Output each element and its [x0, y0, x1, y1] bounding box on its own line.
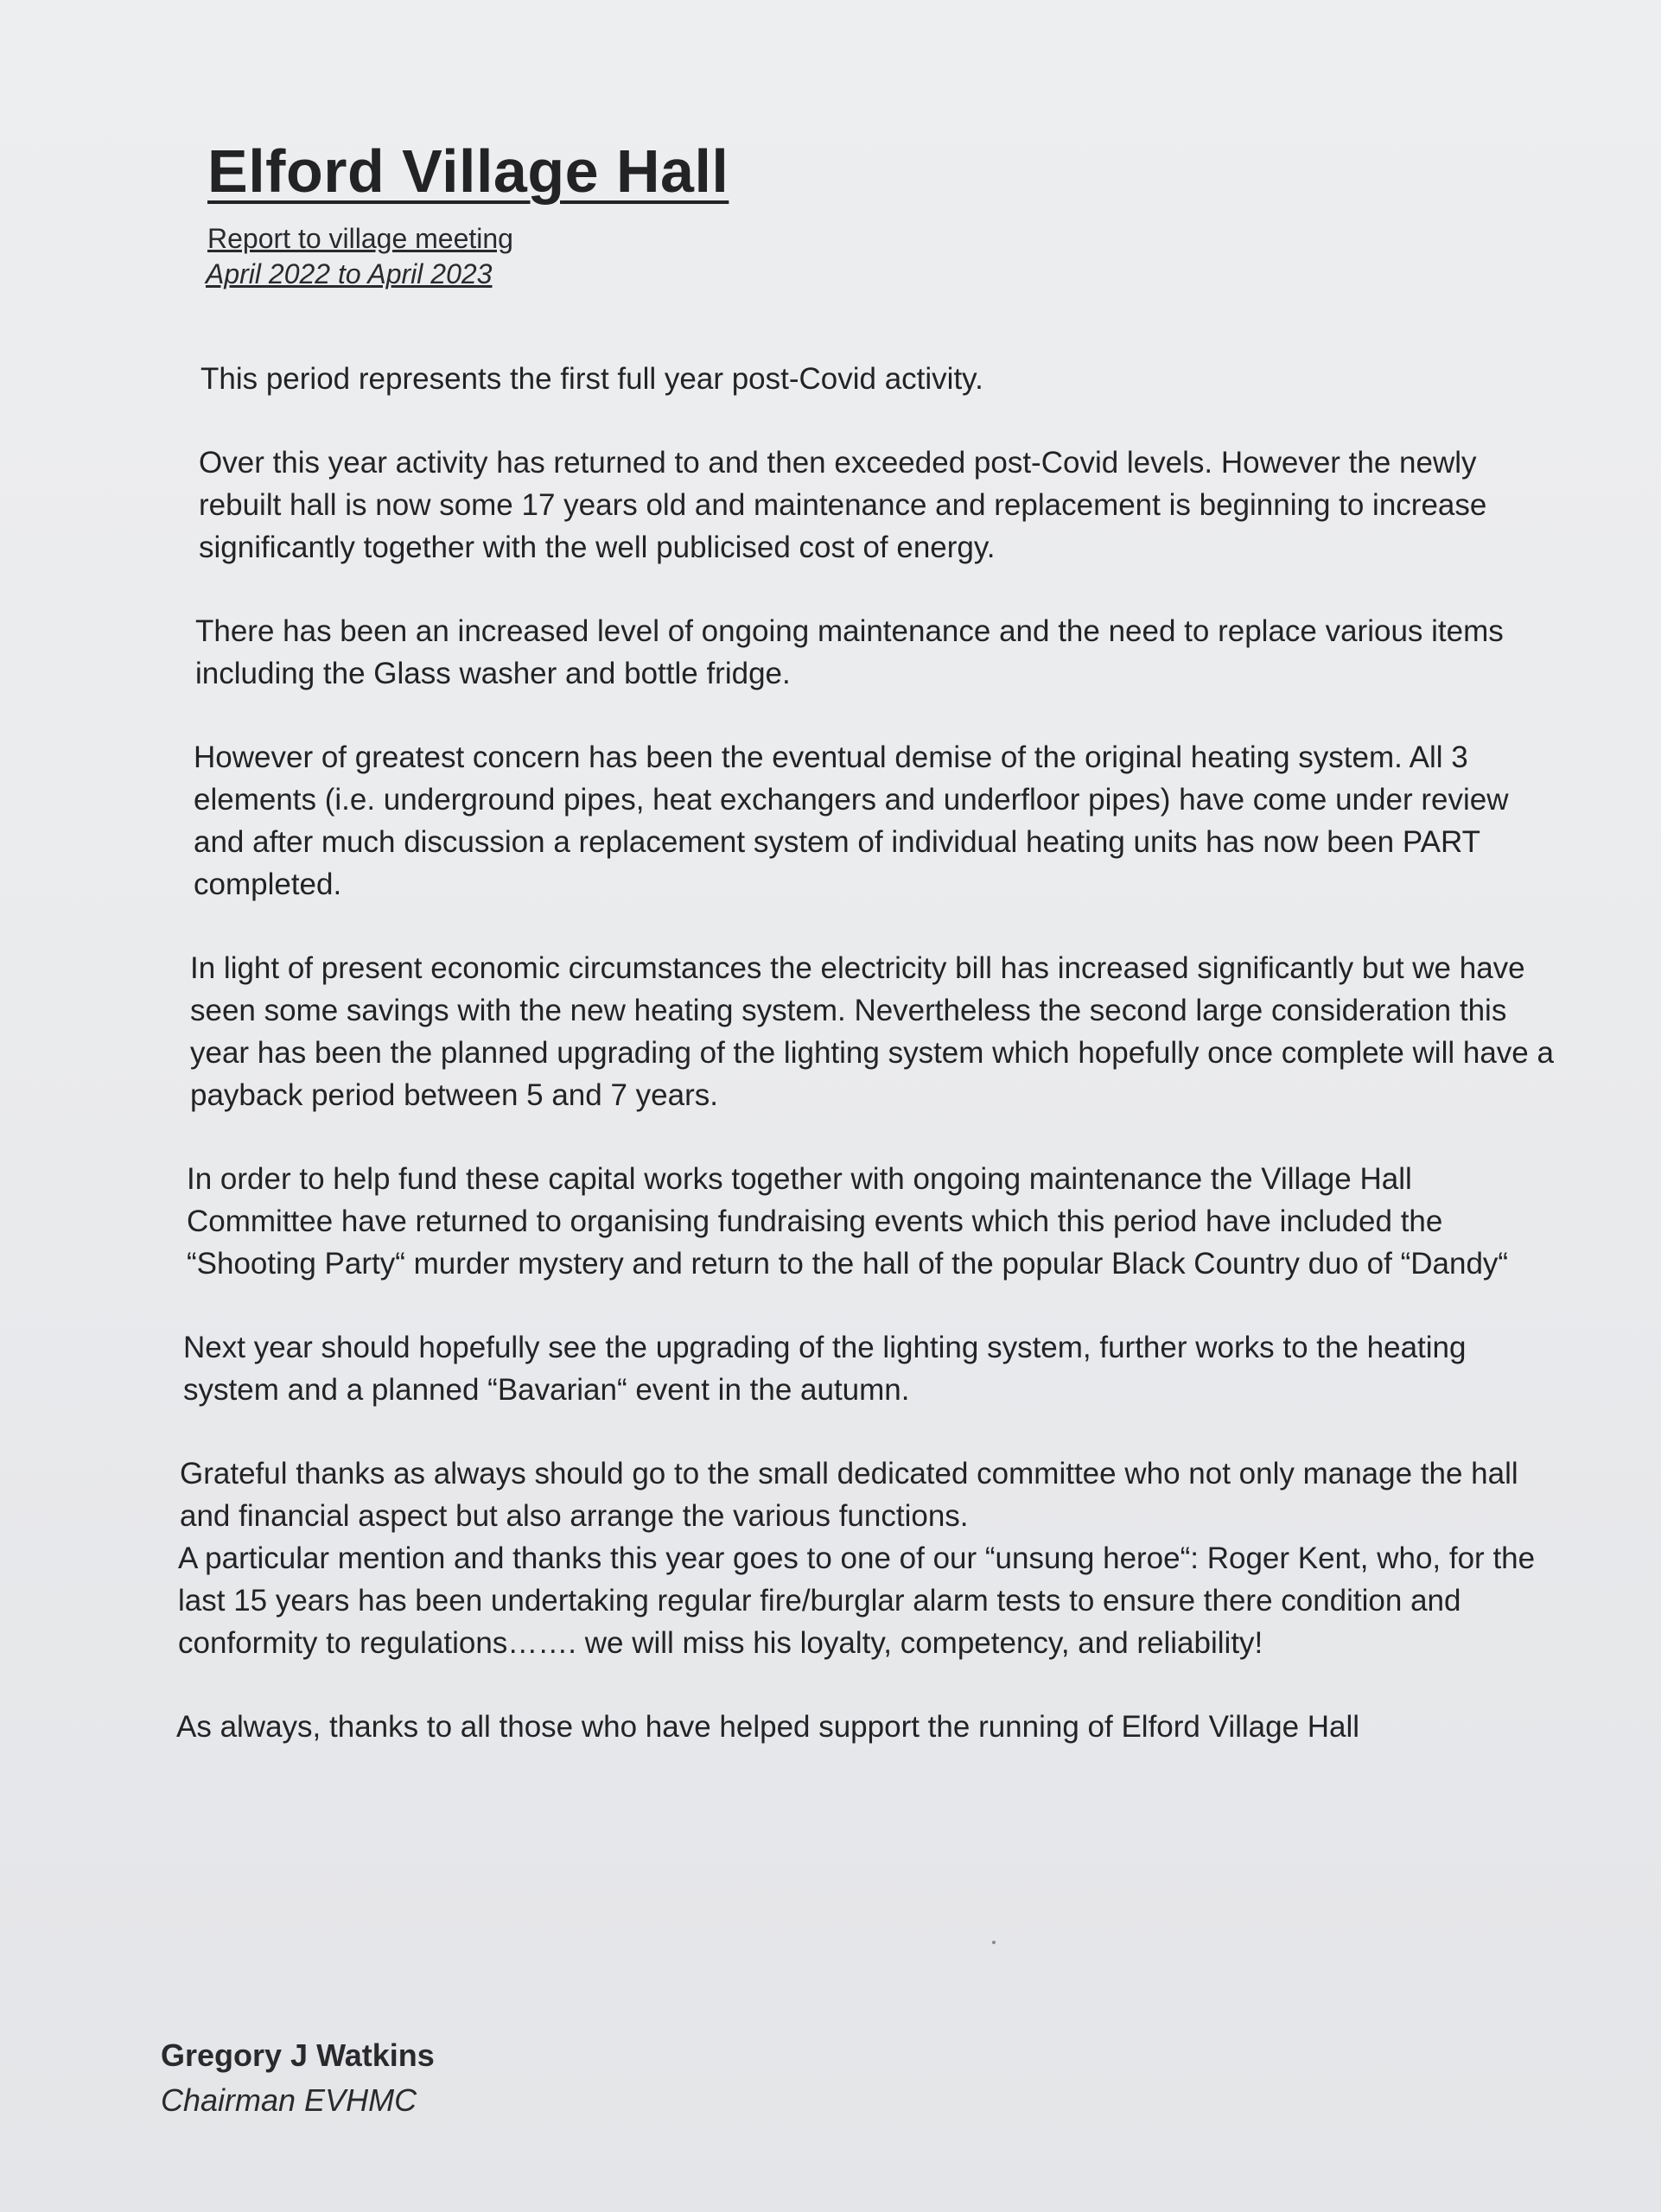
paragraph-thanks-roger-kent: A particular mention and thanks this year goes to one of our “unsung heroe“: Roger Kent, who, for the last 15 years has been undertaking regular fire/burglar alarm tests to ensure there condition and conformity to regulations……. we will miss his loyalty, competency, and reliability!	[178, 1541, 1536, 1660]
document-content	[162, 137, 1562, 1789]
paragraph-fundraising: In order to help fund these capital works together with ongoing maintenance the Village Hall Committee have returned to organising fundraising events which this period have included the “Shooting Party“ murder mystery and return to the hall of the popular Black Country duo of “Dandy“	[187, 1162, 1509, 1281]
report-body	[162, 358, 1562, 1748]
paragraph-thanks-committee: Grateful thanks as always should go to the small dedicated committee who not only manage the hall and financial aspect but also arrange the various functions.	[180, 1457, 1518, 1533]
paragraph-maintenance: There has been an increased level of ongoing maintenance and the need to replace various items including the Glass washer and bottle fridge.	[195, 614, 1504, 690]
paragraph-activity: Over this year activity has returned to and then exceeded post-Covid levels. However the newly rebuilt hall is now some 17 years old and maintenance and replacement is beginning to increase significantly together with the well publicised cost of energy.	[199, 446, 1487, 564]
document-title: Elford Village Hall	[207, 137, 729, 205]
document-subtitle: Report to village meeting	[207, 223, 513, 254]
paragraph-electricity: In light of present economic circumstances the electricity bill has increased significantly but we have seen some savings with the new heating system. Nevertheless the second large consideration this year has been the planned upgrading of the lighting system which hopefully once complete will have a payback period between 5 and 7 years.	[190, 951, 1554, 1112]
paragraph-next-year: Next year should hopefully see the upgrading of the lighting system, further works to the heating system and a planned “Bavarian“ event in the autumn.	[183, 1331, 1467, 1407]
signatory-name: Gregory J Watkins	[161, 2037, 435, 2073]
paragraph-closing: As always, thanks to all those who have helped support the running of Elford Village Hall	[176, 1710, 1360, 1744]
signature-block	[161, 2037, 435, 2119]
paper-speck	[992, 1941, 996, 1944]
signatory-role: Chairman EVHMC	[161, 2082, 417, 2118]
report-period: April 2022 to April 2023	[206, 258, 493, 289]
paragraph-intro: This period represents the first full year post-Covid activity.	[200, 362, 983, 396]
paragraph-heating: However of greatest concern has been the eventual demise of the original heating system. All 3 elements (i.e. underground pipes, heat exchangers and underfloor pipes) have come under review and after much discussion a replacement system of individual heating units has now been PART completed.	[194, 741, 1509, 901]
